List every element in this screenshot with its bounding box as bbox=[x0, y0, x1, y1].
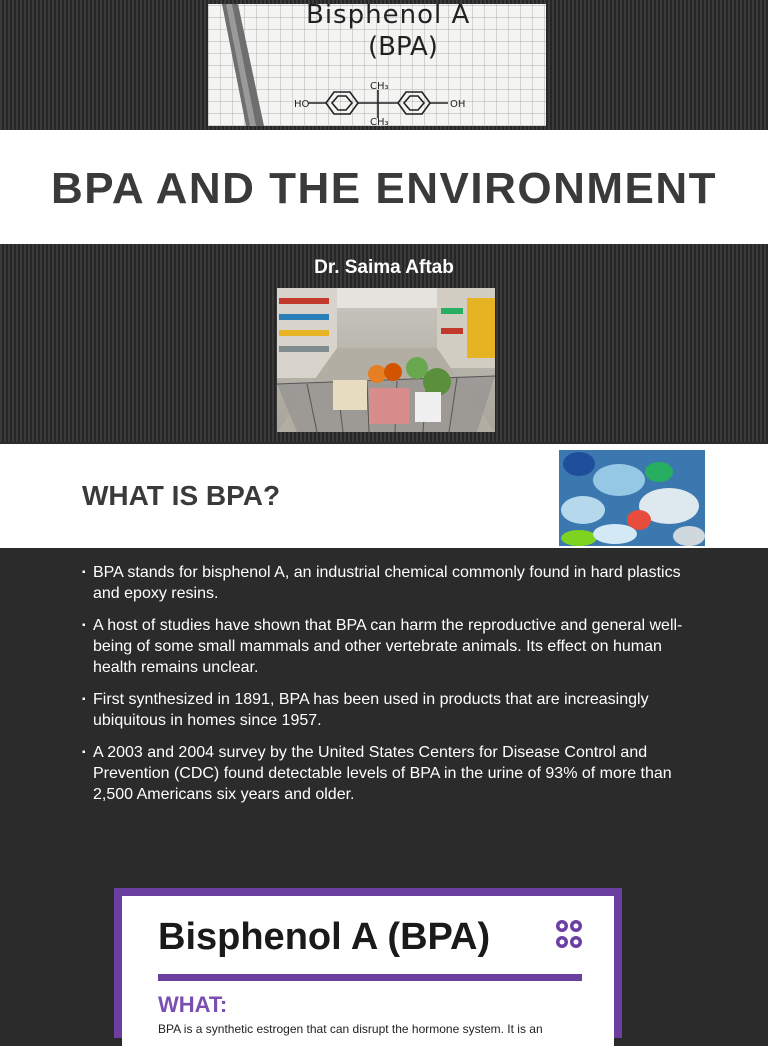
bullet-text: BPA stands for bisphenol A, an industrial chemical commonly found in hard plastics and epoxy resins. bbox=[93, 564, 681, 602]
bpa-infographic bbox=[114, 888, 622, 1038]
page-title: BPA AND THE ENVIRONMENT bbox=[51, 164, 717, 213]
svg-text:HO: HO bbox=[294, 99, 310, 110]
list-item bbox=[82, 742, 702, 805]
organization-logo-icon bbox=[554, 918, 584, 952]
bpa-handwriting-photo bbox=[208, 4, 546, 126]
svg-text:OH: OH bbox=[450, 99, 466, 110]
bullet-text: First synthesized in 1891, BPA has been used in products that are increasingly ubiquitous in homes since 1957. bbox=[93, 691, 649, 729]
infographic-title: Bisphenol A (BPA) bbox=[158, 916, 491, 958]
slide2-body bbox=[0, 548, 768, 1036]
grocery-scene-drawing bbox=[277, 288, 495, 432]
photo-text-bisphenol: Bisphenol A bbox=[306, 4, 471, 30]
author-name: Dr. Saima Aftab bbox=[314, 257, 454, 278]
photo-text-bpa: (BPA) bbox=[368, 32, 438, 62]
bullet-text: A host of studies have shown that BPA can harm the reproductive and general well-being of some small mammals and other vertebrate animals. Its effect on human health remains unclear. bbox=[93, 617, 683, 676]
bottles-drawing bbox=[559, 450, 705, 546]
title-band bbox=[0, 130, 768, 244]
slide1-top-band bbox=[0, 0, 768, 130]
bullet-square-icon: ▪ bbox=[82, 694, 86, 705]
list-item bbox=[82, 615, 702, 678]
slide2-header bbox=[0, 444, 768, 548]
bullet-list bbox=[82, 562, 702, 816]
list-item bbox=[82, 562, 702, 604]
slide1-bottom-band bbox=[0, 244, 768, 442]
svg-text:CH₃: CH₃ bbox=[370, 81, 389, 92]
plastic-bottles-photo bbox=[559, 450, 705, 546]
bullet-square-icon: ▪ bbox=[82, 620, 86, 631]
bullet-text: A 2003 and 2004 survey by the United States Centers for Disease Control and Prevention (CDC) found detectable levels of BPA in the urine of 93% of more than 2,500 Americans six years and older. bbox=[93, 744, 672, 803]
what-label: WHAT: bbox=[158, 992, 228, 1017]
svg-text:CH₃: CH₃ bbox=[370, 117, 389, 126]
bullet-square-icon: ▪ bbox=[82, 747, 86, 758]
bullet-square-icon: ▪ bbox=[82, 567, 86, 578]
purple-divider bbox=[158, 974, 582, 981]
list-item bbox=[82, 689, 702, 731]
infographic-text: BPA is a synthetic estrogen that can disrupt the hormone system. It is an bbox=[158, 1022, 543, 1036]
grocery-cart-photo bbox=[277, 288, 495, 432]
section-heading: WHAT IS BPA? bbox=[82, 480, 281, 511]
